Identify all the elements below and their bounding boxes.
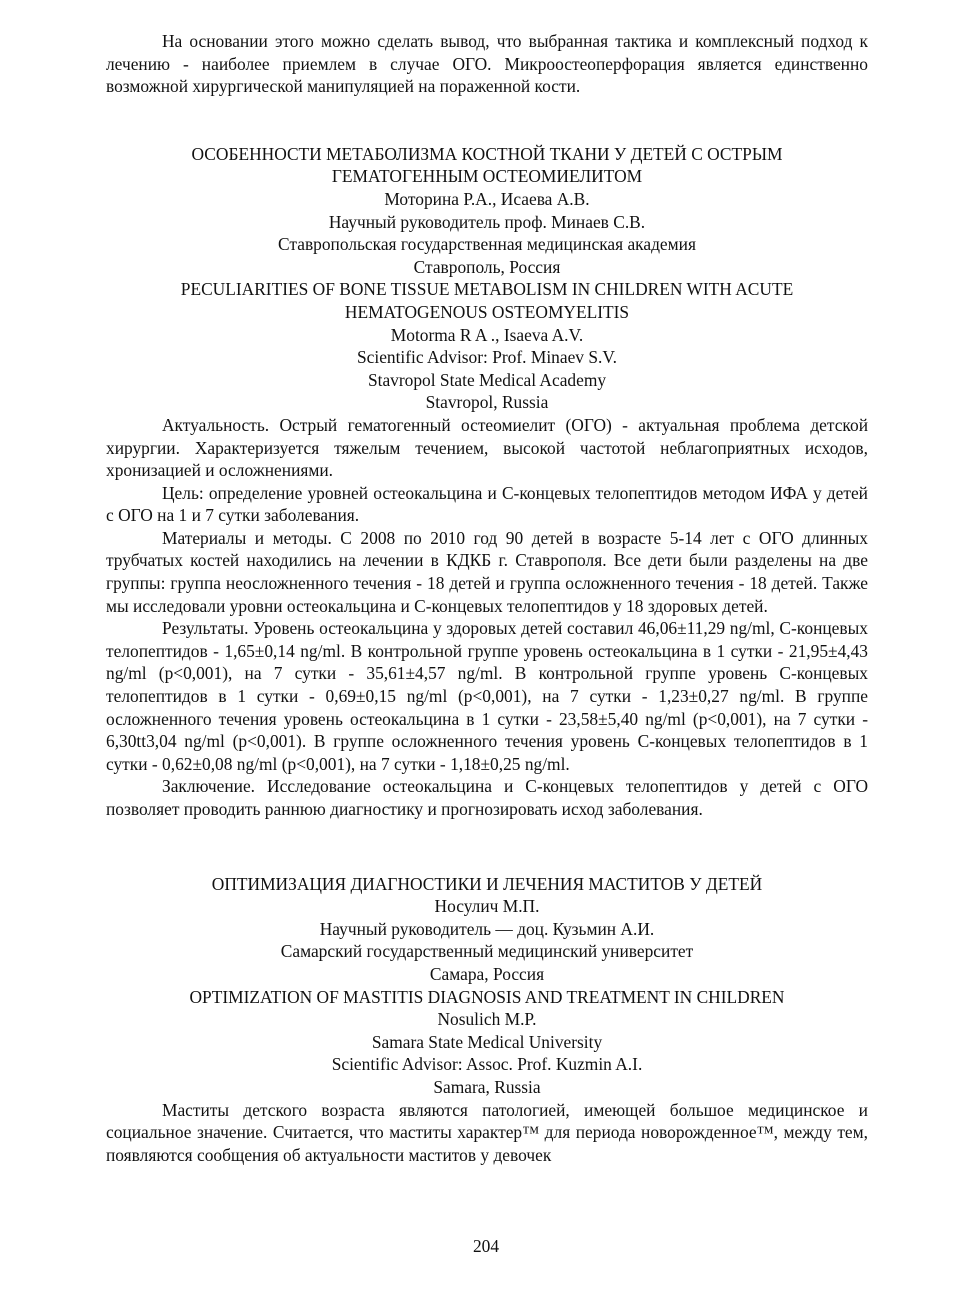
article2-header-en xyxy=(106,986,868,1099)
article1-goal-paragraph: Цель: определение уровней остеокальцина и С-концевых телопептидов методом ИФА у детей с ОГО на 1 и 7 сутки заболевания. xyxy=(106,482,868,526)
article2-advisor-en: Scientific Advisor: Assoc. Prof. Kuzmin A.I. xyxy=(331,1054,643,1075)
document-page xyxy=(106,30,868,1166)
article1-title-ru-line2: ГЕМАТОГЕННЫМ ОСТЕОМИЕЛИТОМ xyxy=(331,166,643,187)
article1-authors-en: Motorma R A ., Isaeva A.V. xyxy=(390,324,584,345)
article2-advisor-ru: Научный руководитель — доц. Кузьмин А.И. xyxy=(319,918,655,939)
article1-relevance-paragraph: Актуальность. Острый гематогенный остеомиелит (ОГО) - актуальная проблема детской хирургии. Характеризуется тяжелым течением, высокой частотой неблагоприятных исходов, хронизацией и осложнениями. xyxy=(106,414,868,481)
article2-title-ru: ОПТИМИЗАЦИЯ ДИАГНОСТИКИ И ЛЕЧЕНИЯ МАСТИТОВ У ДЕТЕЙ xyxy=(211,873,763,894)
article1-city-en: Stavropol, Russia xyxy=(425,392,549,413)
article2-title-en: OPTIMIZATION OF MASTITIS DIAGNOSIS AND TREATMENT IN CHILDREN xyxy=(189,986,785,1007)
section-gap xyxy=(106,821,868,873)
article1-title-ru-line1: ОСОБЕННОСТИ МЕТАБОЛИЗМА КОСТНОЙ ТКАНИ У ДЕТЕЙ С ОСТРЫМ xyxy=(191,143,783,164)
article1-results-paragraph: Результаты. Уровень остеокальцина у здоровых детей составил 46,06±11,29 ng/ml, С-концевых телопептидов - 1,65±0,14 ng/ml. В контрольной группе уровень остеокальцина в 1 сутки - 21,95±4,43 ng/ml (p<0,001), на 7 сутки - 35,61±4,57 ng/ml. В контрольной группе уровень С-концевых телопептидов в 1 сутки - 0,69±0,15 ng/ml (p<0,001), на 7 сутки - 1,23±0,27 ng/ml. В группе осложненного течения уровень остеокальцина в 1 сутки - 23,58±5,40 ng/ml (p<0,001), на 7 сутки - 6,30tt3,04 ng/ml (p<0,001). В группе осложненного течения уровень С-концевых телопептидов в 1 сутки - 0,62±0,08 ng/ml (p<0,001), на 7 сутки - 1,18±0,25 ng/ml. xyxy=(106,618,868,774)
article2-header-ru xyxy=(106,873,868,986)
article-header-ru xyxy=(106,143,868,279)
page-number: 204 xyxy=(472,1236,500,1256)
article1-institution-en: Stavropol State Medical Academy xyxy=(367,369,607,390)
article2-institution-ru: Самарский государственный медицинский университет xyxy=(280,941,694,962)
article2-institution-en: Samara State Medical University xyxy=(371,1031,603,1052)
article1-title-en-line2: HEMATOGENOUS OSTEOMYELITIS xyxy=(344,301,630,322)
intro-paragraph: На основании этого можно сделать вывод, что выбранная тактика и комплексный подход к лечению - наиболее приемлем в случае ОГО. Микроостеоперфорация является единственно возможной хирургической манипуляцией на пораженной кости. xyxy=(106,31,868,97)
article1-city-ru: Ставрополь, Россия xyxy=(413,256,561,277)
section-gap xyxy=(106,98,868,143)
article2-authors-ru: Носулич М.П. xyxy=(434,896,540,917)
article1-advisor-en: Scientific Advisor: Prof. Minaev S.V. xyxy=(356,347,618,368)
article2-city-en: Samara, Russia xyxy=(433,1076,541,1097)
article-header-en xyxy=(106,278,868,414)
article1-title-en-line1: PECULIARITIES OF BONE TISSUE METABOLISM IN CHILDREN WITH ACUTE xyxy=(180,279,794,300)
article1-methods-paragraph: Материалы и методы. С 2008 по 2010 год 90 детей в возрасте 5-14 лет с ОГО длинных трубчатых костей находились на лечении в КДКБ г. Ставрополя. Все дети были разделены на две группы: группа неосложненного течения - 18 детей и группа осложненного течения - 18 детей. Также мы исследовали уровни остеокальцина и С-концевых телопептидов у 18 здоровых детей. xyxy=(106,527,868,616)
article1-institution-ru: Ставропольская государственная медицинская академия xyxy=(278,234,696,255)
article2-city-ru: Самара, Россия xyxy=(429,963,545,984)
article2-authors-en: Nosulich M.P. xyxy=(437,1009,537,1030)
article1-authors-ru: Моторина Р.А., Исаева А.В. xyxy=(384,188,590,209)
article1-conclusion-paragraph: Заключение. Исследование остеокальцина и С-концевых телопептидов у детей с ОГО позволяет проводить раннюю диагностику и прогнозировать исход заболевания. xyxy=(106,776,868,819)
article2-intro-paragraph: Маститы детского возраста являются патологией, имеющей большое медицинское и социальное значение. Считается, что маститы характер™ для периода новорожденное™, между тем, появляются сообщения об актуальности маститов у девочек xyxy=(106,1099,868,1165)
article1-advisor-ru: Научный руководитель проф. Минаев С.В. xyxy=(328,211,646,232)
